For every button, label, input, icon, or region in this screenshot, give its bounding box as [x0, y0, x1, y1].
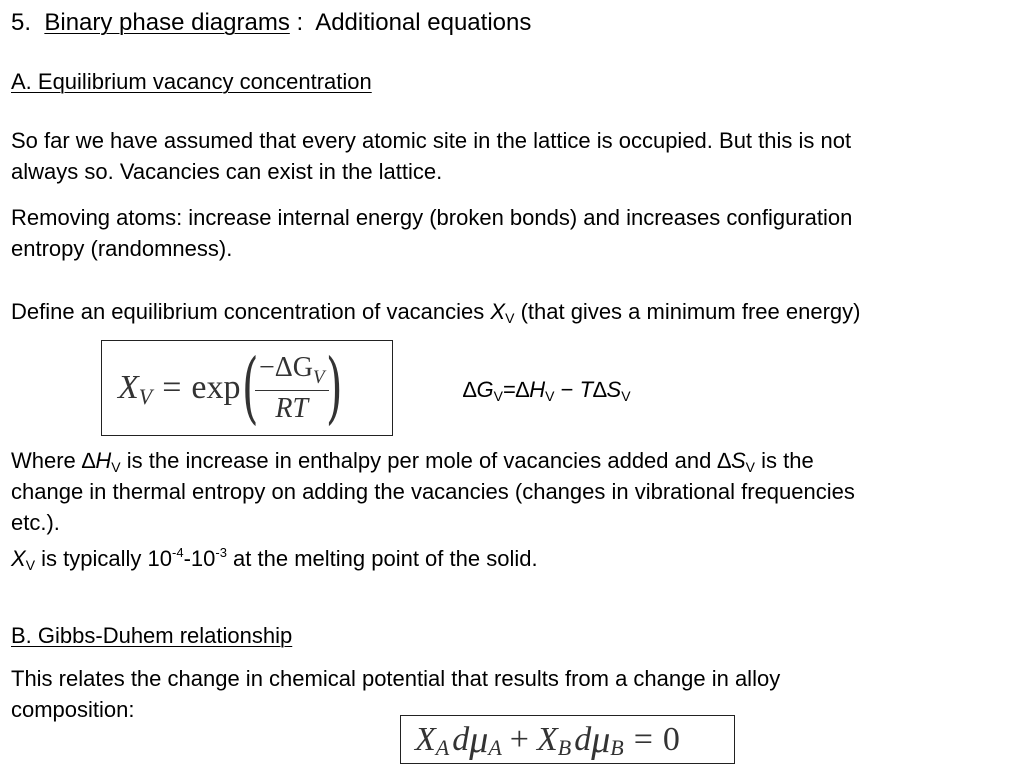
- formula2-minus: −: [560, 377, 574, 402]
- formula1-equals: =: [162, 369, 182, 406]
- formula2-eq: =: [502, 377, 516, 402]
- para1-line1: So far we have assumed that every atomic site in the lattice is occupied. But this is not: [11, 128, 852, 153]
- para1-line2: always so. Vacancies can exist in the lattice.: [11, 159, 443, 184]
- gd-zero: 0: [662, 720, 680, 758]
- define-sub: V: [505, 310, 515, 326]
- para2-line1: Removing atoms: increase internal energy (broken bonds) and increases configuration: [11, 205, 853, 230]
- gd-mu1-sub: A: [488, 734, 502, 760]
- formula1-right-paren: ): [325, 343, 343, 433]
- where-delta-h: ∆: [81, 448, 96, 473]
- title-separator: :: [296, 9, 304, 36]
- where-line3: etc.).: [11, 510, 60, 535]
- formula2-t: T: [579, 377, 594, 402]
- section-b-heading: B. Gibbs-Duhem relationship: [11, 623, 293, 648]
- where-text-b: is the increase in enthalpy per mole of vacancies added and: [126, 448, 712, 473]
- define-text: Define an equilibrium concentration of vacancies: [11, 299, 485, 324]
- gd-mu2: μ: [591, 718, 611, 761]
- page-title: [11, 7, 531, 39]
- typical-var: X: [11, 546, 26, 571]
- gibbs-duhem-formula-box: [400, 715, 735, 764]
- where-text-c: is the: [761, 448, 814, 473]
- gd-plus: +: [509, 720, 529, 758]
- where-s: S: [730, 448, 746, 473]
- formula2-g-sub: V: [493, 388, 503, 404]
- formula2-h: H: [529, 377, 546, 402]
- gd-xb: X: [536, 720, 558, 758]
- typical-text-a: is typically 10: [41, 546, 172, 571]
- where-delta-s: ∆: [717, 448, 731, 473]
- formula1-left-paren: (: [241, 343, 259, 433]
- gd-eq: =: [633, 720, 653, 758]
- typical-text-c: at the melting point of the solid.: [233, 546, 538, 571]
- formula2-delta-g: ∆: [463, 377, 477, 402]
- gd-xb-sub: B: [557, 734, 572, 760]
- title-link[interactable]: Binary phase diagrams: [44, 9, 290, 36]
- typical-sub: V: [25, 557, 36, 573]
- typical-exp2: -3: [215, 545, 227, 560]
- where-h-sub: V: [111, 459, 121, 475]
- gibbs-vacancy-formula: [463, 374, 631, 405]
- section-b-line2: composition:: [11, 697, 135, 722]
- typical-line: [11, 543, 538, 574]
- title-number: 5.: [11, 9, 32, 36]
- typical-exp1: -4: [172, 545, 184, 560]
- formula1-denominator: RT: [275, 392, 309, 424]
- title-rest: Additional equations: [315, 9, 532, 36]
- where-line1: [11, 445, 814, 476]
- gd-mu2-sub: B: [610, 734, 624, 760]
- formula2-h-sub: V: [545, 388, 555, 404]
- gd-d1: d: [452, 720, 470, 758]
- where-line2: change in thermal entropy on adding the vacancies (changes in vibrational frequencies: [11, 479, 855, 504]
- formula1-func: exp: [191, 369, 241, 406]
- where-s-sub: V: [745, 459, 755, 475]
- formula2-delta-s: ∆: [593, 377, 607, 402]
- vacancy-formula-box: [101, 340, 393, 436]
- formula1-lhs-var: X: [118, 369, 139, 406]
- define-tail: (that gives a minimum free energy): [520, 299, 861, 324]
- gd-d2: d: [574, 720, 592, 758]
- formula2-s: S: [606, 377, 622, 402]
- formula1-fraction: [255, 352, 329, 425]
- para2-line2: entropy (randomness).: [11, 236, 233, 261]
- formula2-delta-h: ∆: [515, 377, 530, 402]
- typical-text-b: -10: [183, 546, 216, 571]
- gd-xa-sub: A: [435, 734, 450, 760]
- formula2-s-sub: V: [621, 388, 631, 404]
- where-h: H: [95, 448, 112, 473]
- formula1-lhs-sub: V: [138, 384, 153, 409]
- section-b-line1: This relates the change in chemical potential that results from a change in alloy: [11, 666, 781, 691]
- gd-mu1: μ: [469, 718, 489, 761]
- formula1-numerator: $-\Delta G_V$: [255, 352, 329, 391]
- define-var: X: [490, 299, 506, 324]
- gd-xa: X: [415, 720, 436, 758]
- define-line: [11, 296, 860, 327]
- section-a-heading: A. Equilibrium vacancy concentration: [11, 69, 372, 94]
- formula2-g: G: [476, 377, 494, 402]
- where-text-a: Where: [11, 448, 76, 473]
